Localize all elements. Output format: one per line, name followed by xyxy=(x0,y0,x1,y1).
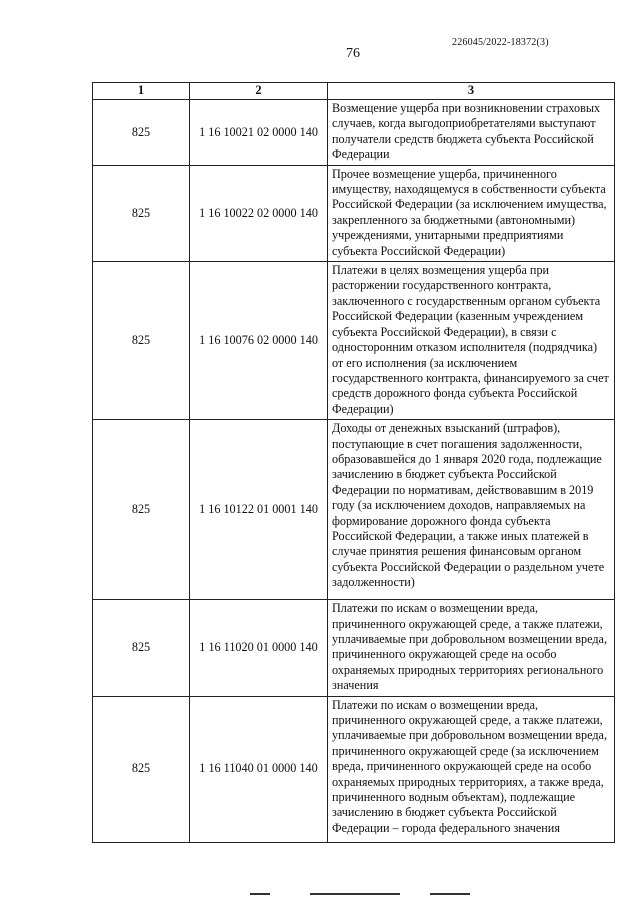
kbk-code-cell: 1 16 10122 01 0001 140 xyxy=(190,420,328,600)
table-row xyxy=(93,262,615,420)
kbk-code-cell: 1 16 11020 01 0000 140 xyxy=(190,600,328,696)
description-cell: Возмещение ущерба при возникновении страховых случаев, когда выгодоприобретателями выступают получатели средств бюджета субъекта Российской Федерации xyxy=(328,100,615,166)
description-cell: Доходы от денежных взысканий (штрафов), поступающие в счет погашения задолженности, образовавшейся до 1 января 2020 года, подлежащие зачислению в бюджет субъекта Российской Федерации по нормативам, действовавшим в 2019 году (за исключением доходов, направляемых на формирование дорожного фонда субъекта Российской Федерации, а также иных платежей в случае принятия решения финансовым органом субъекта Российской Федерации о раздельном учете задолженности) xyxy=(328,420,615,600)
description-cell: Платежи в целях возмещения ущерба при расторжении государственного контракта, заключенного с государственным органом субъекта Российской Федерации (казенным учреждением субъекта Российской Федерации), в связи с односторонним отказом исполнителя (подрядчика) от его исполнения (за исключением государственного контракта, финансируемого за счет средств дорожного фонда субъекта Российской Федерации) xyxy=(328,262,615,420)
kbk-code-cell: 1 16 10021 02 0000 140 xyxy=(190,100,328,166)
kbk-code-cell: 1 16 10022 02 0000 140 xyxy=(190,165,328,261)
table-row xyxy=(93,100,615,166)
table-row xyxy=(93,420,615,600)
kbk-code-cell: 1 16 10076 02 0000 140 xyxy=(190,262,328,420)
table-row xyxy=(93,696,615,842)
table-row xyxy=(93,165,615,261)
scan-edge-marks xyxy=(250,893,550,899)
admin-code-cell: 825 xyxy=(93,600,190,696)
column-header-1: 1 xyxy=(93,83,190,100)
page-number: 76 xyxy=(346,46,360,61)
column-header-2: 2 xyxy=(190,83,328,100)
description-cell: Платежи по искам о возмещении вреда, причиненного окружающей среде, а также платежи, уплачиваемые при добровольном возмещении вреда, причиненного окружающей среде (за исключением вреда, причиненного окружающей среде на особо охраняемых природных территориях, а также вреда, причиненного водным объектам), подлежащие зачислению в бюджет субъекта Российской Федерации – города федерального значения xyxy=(328,696,615,842)
kbk-code-cell: 1 16 11040 01 0000 140 xyxy=(190,696,328,842)
description-cell: Платежи по искам о возмещении вреда, причиненного окружающей среде, а также платежи, уплачиваемые при добровольном возмещении вреда, причиненного окружающей среде на особо охраняемых природных территориях регионального значения xyxy=(328,600,615,696)
admin-code-cell: 825 xyxy=(93,165,190,261)
document-number: 226045/2022-18372(3) xyxy=(452,37,549,48)
table-header-row xyxy=(93,83,615,100)
budget-codes-table xyxy=(92,82,615,843)
admin-code-cell: 825 xyxy=(93,420,190,600)
description-cell: Прочее возмещение ущерба, причиненного имуществу, находящемуся в собственности субъекта Российской Федерации (за исключением имущества, закрепленного за бюджетными (автономными) учреждениями, унитарными предприятиями субъекта Российской Федерации) xyxy=(328,165,615,261)
admin-code-cell: 825 xyxy=(93,100,190,166)
admin-code-cell: 825 xyxy=(93,262,190,420)
column-header-3: 3 xyxy=(328,83,615,100)
admin-code-cell: 825 xyxy=(93,696,190,842)
table-row xyxy=(93,600,615,696)
